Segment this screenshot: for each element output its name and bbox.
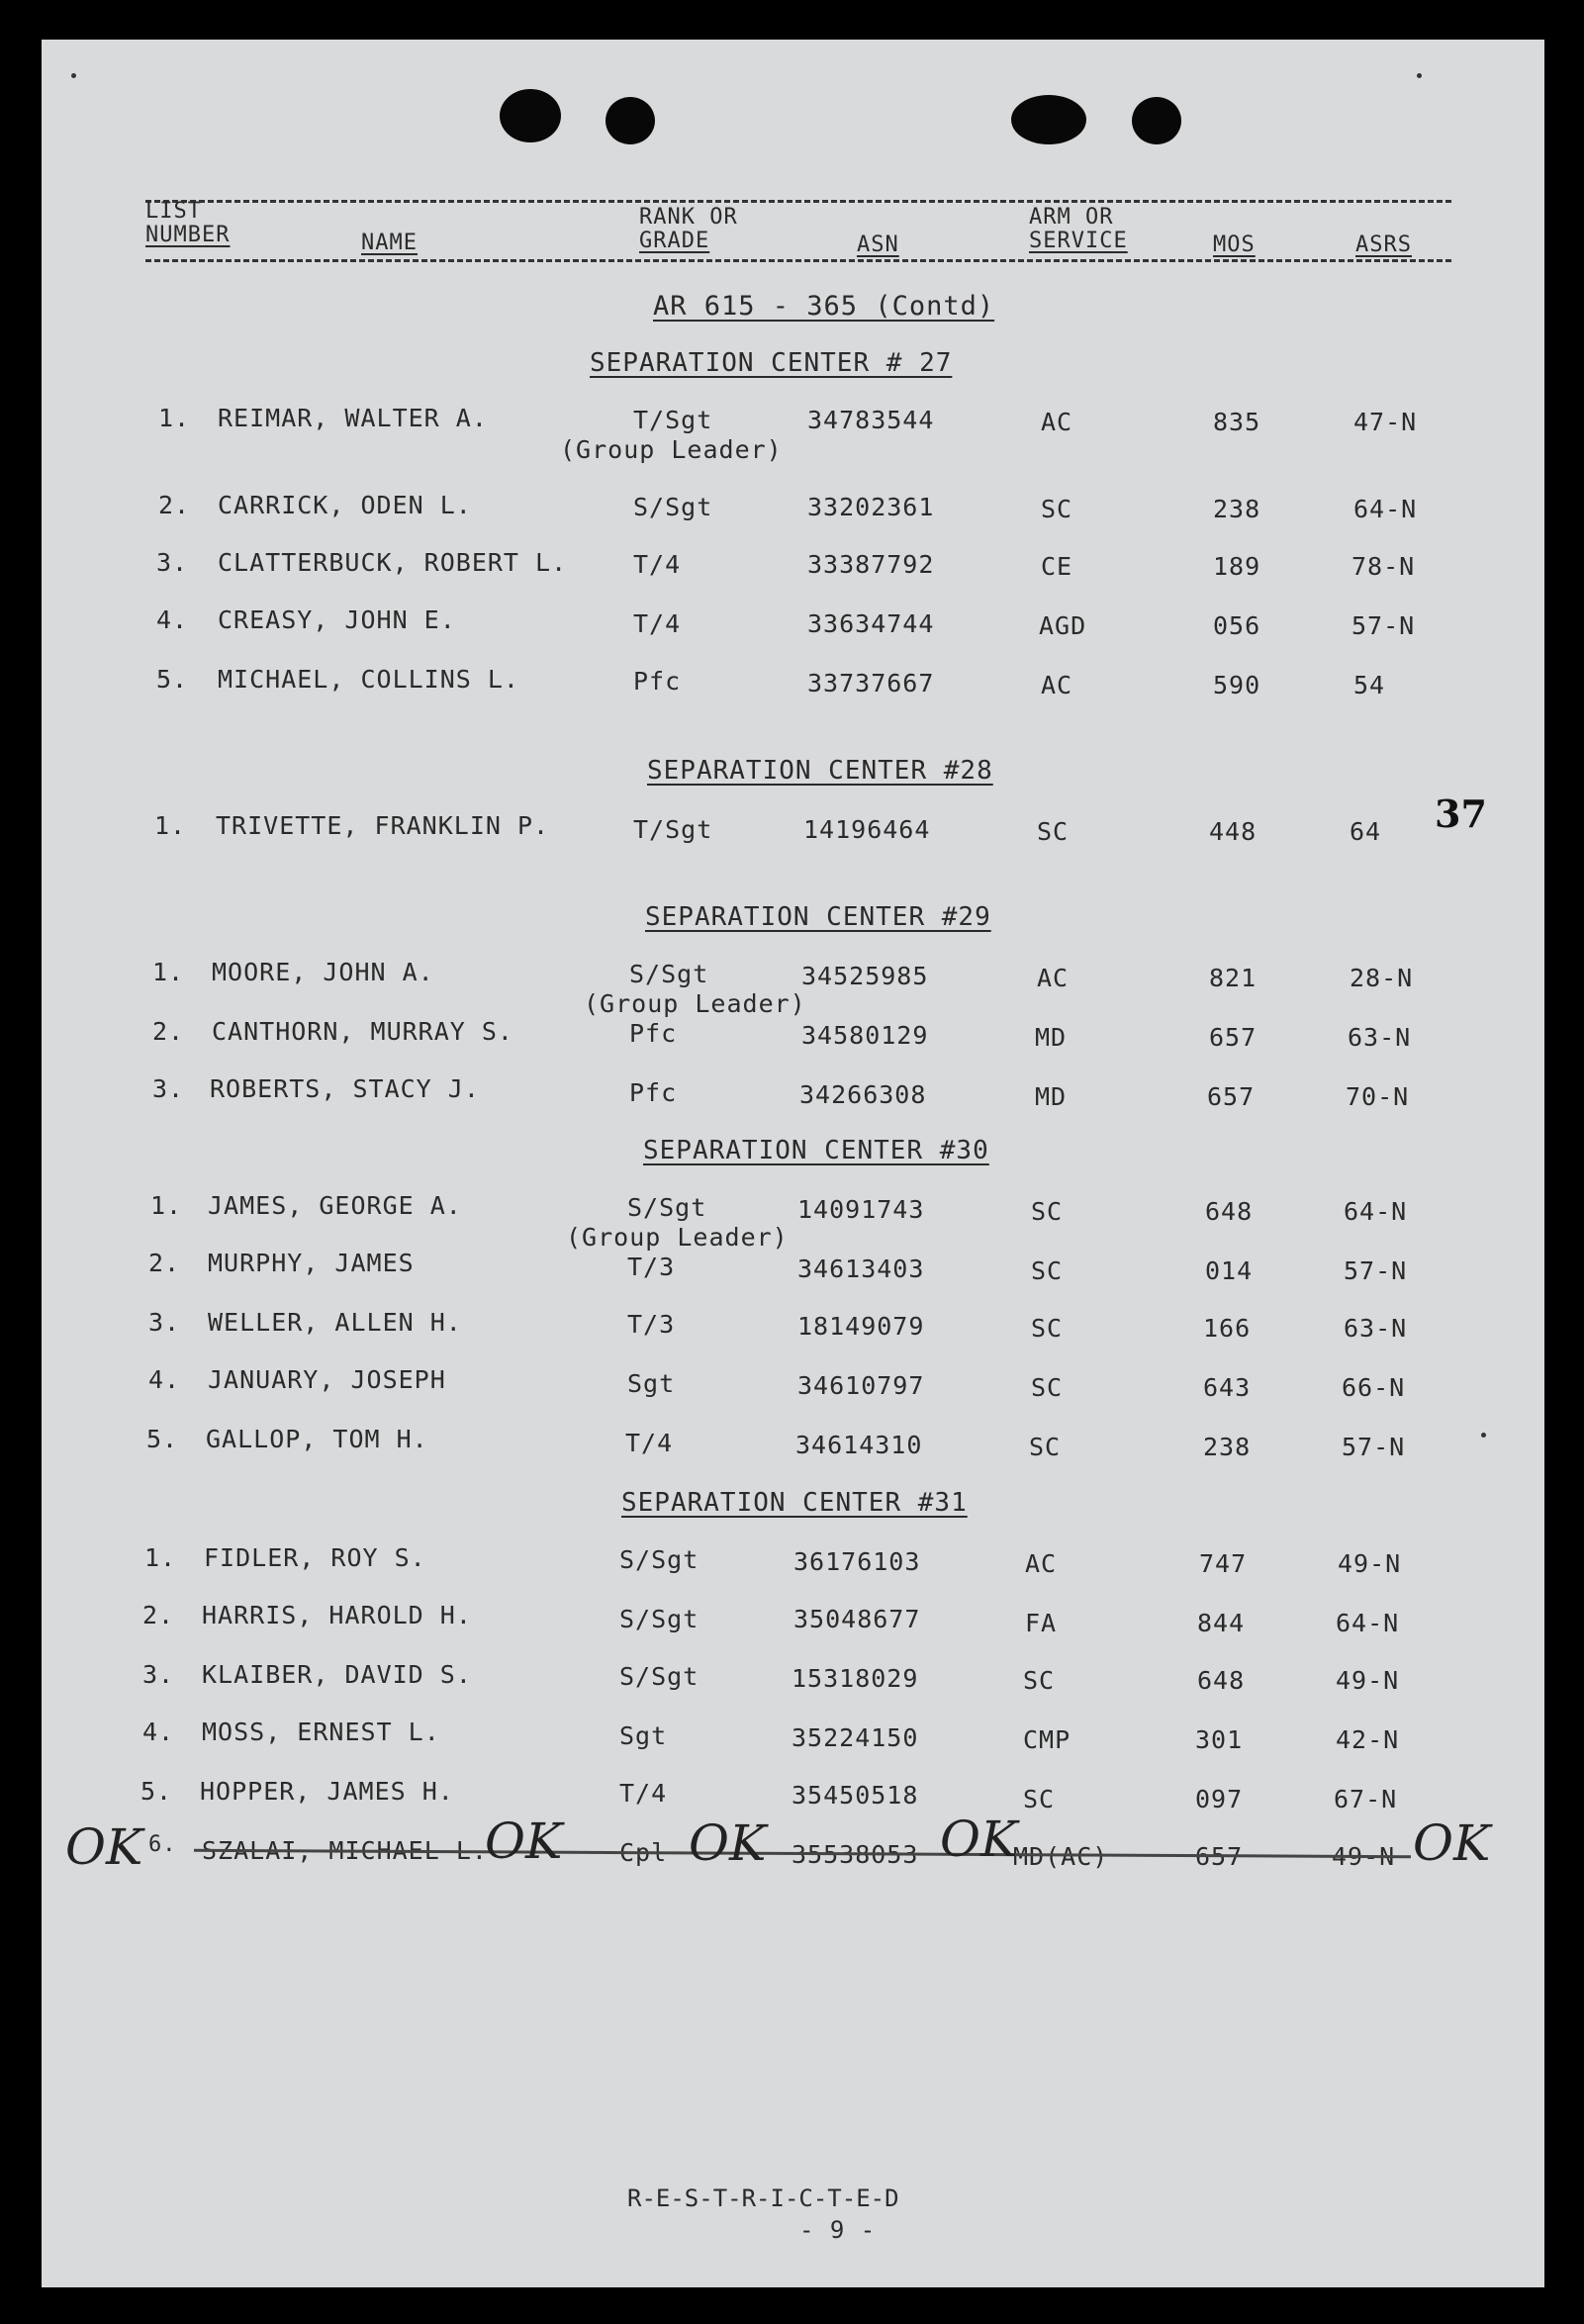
row-mos: 056 — [1213, 611, 1261, 640]
punch-hole — [1132, 97, 1181, 144]
row-name: HARRIS, HAROLD H. — [202, 1601, 472, 1629]
speck — [1417, 73, 1422, 78]
row-asrs: 47-N — [1353, 408, 1418, 436]
row-mos: 238 — [1213, 495, 1261, 523]
row-name: CANTHORN, MURRAY S. — [212, 1017, 513, 1046]
row-mos: 844 — [1197, 1609, 1246, 1637]
row-asn: 34783544 — [807, 406, 935, 434]
row-number: 3. — [152, 1074, 185, 1103]
header-list-number: LIST NUMBER — [145, 199, 231, 247]
section-title: SEPARATION CENTER #28 — [647, 756, 993, 786]
row-name: JAMES, GEORGE A. — [208, 1191, 462, 1220]
row-asrs: 49-N — [1332, 1842, 1396, 1871]
row-name: FIDLER, ROY S. — [204, 1543, 426, 1572]
row-asn: 34614310 — [795, 1431, 923, 1459]
row-asrs: 54 — [1353, 671, 1386, 699]
handwritten-ok-mark: OK — [940, 1811, 1018, 1868]
row-arm: SC — [1023, 1785, 1056, 1813]
row-number: 1. — [144, 1543, 177, 1572]
row-asn: 35224150 — [792, 1723, 919, 1752]
handwritten-ok-mark: OK — [1413, 1814, 1491, 1872]
row-mos: 835 — [1213, 408, 1261, 436]
row-mos: 657 — [1207, 1082, 1256, 1111]
row-number: 1. — [158, 404, 191, 432]
row-number: 2. — [158, 491, 191, 519]
footer-page-number: - 9 - — [799, 2216, 877, 2244]
header-bottom-rule — [145, 259, 1451, 262]
row-number: 4. — [148, 1365, 181, 1394]
row-asrs: 42-N — [1336, 1725, 1400, 1754]
header-top-rule — [145, 200, 1451, 203]
row-name: CLATTERBUCK, ROBERT L. — [218, 548, 568, 577]
row-asrs: 64-N — [1336, 1609, 1400, 1637]
row-asn: 34610797 — [797, 1371, 925, 1400]
row-rank: T/4 — [633, 609, 682, 638]
row-asrs: 63-N — [1344, 1314, 1408, 1343]
header-mos: MOS — [1213, 232, 1256, 257]
row-mos: 166 — [1203, 1314, 1252, 1343]
row-rank: Cpl — [619, 1838, 668, 1867]
row-rank: Pfc — [629, 1078, 678, 1107]
row-asrs: 70-N — [1346, 1082, 1410, 1111]
row-arm: CE — [1041, 552, 1073, 581]
speck — [71, 73, 76, 78]
row-mos: 648 — [1197, 1666, 1246, 1695]
row-rank: T/4 — [625, 1429, 674, 1457]
row-mos: 238 — [1203, 1433, 1252, 1461]
row-asn: 35538053 — [792, 1840, 919, 1869]
row-asrs: 78-N — [1351, 552, 1416, 581]
row-name: ROBERTS, STACY J. — [210, 1074, 480, 1103]
row-rank: S/Sgt — [633, 493, 713, 521]
row-arm: AC — [1037, 964, 1070, 992]
row-rank: T/4 — [633, 550, 682, 579]
row-mos: 747 — [1199, 1549, 1248, 1578]
section-title: SEPARATION CENTER #30 — [643, 1136, 989, 1165]
row-rank: S/Sgt — [619, 1605, 699, 1633]
row-mos: 657 — [1195, 1842, 1244, 1871]
row-name: HOPPER, JAMES H. — [200, 1777, 454, 1806]
row-name: MOORE, JOHN A. — [212, 958, 434, 986]
row-asn: 15318029 — [792, 1664, 919, 1693]
row-rank: S/Sgt — [619, 1662, 699, 1691]
row-arm: SC — [1031, 1197, 1064, 1226]
row-number: 5. — [140, 1777, 173, 1806]
row-asn: 35450518 — [792, 1781, 919, 1810]
row-rank: T/4 — [619, 1779, 668, 1808]
row-asn: 36176103 — [793, 1547, 921, 1576]
row-mos: 189 — [1213, 552, 1261, 581]
header-asn: ASN — [857, 232, 899, 257]
row-asrs: 67-N — [1334, 1785, 1398, 1813]
subtitle: AR 615 - 365 (Contd) — [653, 291, 995, 322]
row-asn: 34613403 — [797, 1255, 925, 1283]
row-mos: 821 — [1209, 964, 1258, 992]
row-name: GALLOP, TOM H. — [206, 1425, 428, 1453]
speck — [1481, 1433, 1486, 1438]
row-arm: SC — [1031, 1314, 1064, 1343]
row-name: CARRICK, ODEN L. — [218, 491, 472, 519]
row-note: (Group Leader) — [566, 1223, 789, 1252]
row-number: 5. — [156, 665, 189, 694]
row-number: 2. — [142, 1601, 175, 1629]
row-asn: 14196464 — [803, 815, 931, 844]
row-number: 5. — [146, 1425, 179, 1453]
punch-hole — [500, 89, 561, 142]
row-number: 4. — [156, 605, 189, 634]
row-rank: S/Sgt — [627, 1193, 707, 1222]
footer-classification: R-E-S-T-R-I-C-T-E-D — [627, 2185, 899, 2212]
row-mos: 657 — [1209, 1023, 1258, 1052]
row-mos: 097 — [1195, 1785, 1244, 1813]
row-asrs: 64-N — [1344, 1197, 1408, 1226]
row-number: 3. — [148, 1308, 181, 1337]
row-asrs: 66-N — [1342, 1373, 1406, 1402]
row-number: 4. — [142, 1718, 175, 1746]
header-arm: ARM OR SERVICE — [1029, 205, 1128, 253]
row-name: CREASY, JOHN E. — [218, 605, 456, 634]
row-arm: CMP — [1023, 1725, 1072, 1754]
handwritten-ok-mark: OK — [689, 1814, 767, 1872]
row-name: WELLER, ALLEN H. — [208, 1308, 462, 1337]
row-asn: 34525985 — [801, 962, 929, 990]
row-name: REIMAR, WALTER A. — [218, 404, 488, 432]
row-asn: 14091743 — [797, 1195, 925, 1224]
row-rank: Sgt — [619, 1721, 668, 1750]
row-mos: 014 — [1205, 1256, 1254, 1285]
row-mos: 301 — [1195, 1725, 1244, 1754]
row-rank: T/Sgt — [633, 815, 713, 844]
row-number: 1. — [150, 1191, 183, 1220]
row-arm: MD — [1035, 1082, 1068, 1111]
row-number: 3. — [156, 548, 189, 577]
row-rank: Sgt — [627, 1369, 676, 1398]
row-mos: 643 — [1203, 1373, 1252, 1402]
row-rank: Pfc — [633, 667, 682, 696]
row-rank: S/Sgt — [629, 960, 709, 988]
row-arm: SC — [1029, 1433, 1062, 1461]
row-arm: AC — [1041, 671, 1073, 699]
row-arm: AC — [1025, 1549, 1058, 1578]
row-asn: 34266308 — [799, 1080, 927, 1109]
row-asrs: 57-N — [1342, 1433, 1406, 1461]
row-asn: 33737667 — [807, 669, 935, 697]
row-mos: 648 — [1205, 1197, 1254, 1226]
row-arm: SC — [1041, 495, 1073, 523]
row-arm: SC — [1037, 817, 1070, 846]
row-number: 6. — [148, 1832, 177, 1857]
section-title: SEPARATION CENTER #31 — [621, 1488, 968, 1518]
row-asn: 18149079 — [797, 1312, 925, 1341]
row-asrs: 49-N — [1338, 1549, 1402, 1578]
punch-hole — [606, 97, 655, 144]
handwritten-ok-mark: OK — [485, 1813, 563, 1870]
row-mos: 590 — [1213, 671, 1261, 699]
header-rank: RANK OR GRADE — [639, 205, 738, 253]
row-number: 2. — [152, 1017, 185, 1046]
section-title: SEPARATION CENTER #29 — [645, 902, 991, 932]
row-asn: 35048677 — [793, 1605, 921, 1633]
row-arm: MD — [1035, 1023, 1068, 1052]
row-arm: AC — [1041, 408, 1073, 436]
punch-hole — [1011, 95, 1086, 144]
header-asrs: ASRS — [1355, 232, 1412, 257]
row-note: (Group Leader) — [584, 989, 806, 1018]
row-asn: 34580129 — [801, 1021, 929, 1050]
row-number: 2. — [148, 1249, 181, 1277]
row-name: JANUARY, JOSEPH — [208, 1365, 446, 1394]
row-name: MURPHY, JAMES — [208, 1249, 415, 1277]
row-arm: SC — [1031, 1256, 1064, 1285]
row-asrs: 64 — [1350, 817, 1382, 846]
row-note: (Group Leader) — [560, 435, 783, 464]
row-name: KLAIBER, DAVID S. — [202, 1660, 472, 1689]
row-asn: 33202361 — [807, 493, 935, 521]
handwritten-ok-mark: OK — [65, 1818, 143, 1876]
row-asn: 33634744 — [807, 609, 935, 638]
header-name: NAME — [361, 231, 418, 255]
row-asrs: 28-N — [1350, 964, 1414, 992]
row-name: SZALAI, MICHAEL L. — [202, 1836, 488, 1865]
row-name: TRIVETTE, FRANKLIN P. — [216, 811, 550, 840]
row-number: 3. — [142, 1660, 175, 1689]
row-asrs: 64-N — [1353, 495, 1418, 523]
row-asrs: 63-N — [1348, 1023, 1412, 1052]
row-asrs: 49-N — [1336, 1666, 1400, 1695]
row-name: MICHAEL, COLLINS L. — [218, 665, 519, 694]
row-arm: FA — [1025, 1609, 1058, 1637]
row-rank: S/Sgt — [619, 1545, 699, 1574]
row-asrs: 57-N — [1351, 611, 1416, 640]
row-number: 1. — [154, 811, 187, 840]
row-arm: AGD — [1039, 611, 1087, 640]
row-rank: Pfc — [629, 1019, 678, 1048]
row-arm: SC — [1023, 1666, 1056, 1695]
section-title: SEPARATION CENTER # 27 — [590, 348, 953, 378]
row-number: 1. — [152, 958, 185, 986]
row-asn: 33387792 — [807, 550, 935, 579]
row-arm: MD(AC) — [1013, 1842, 1109, 1871]
row-asrs: 57-N — [1344, 1256, 1408, 1285]
row-rank: T/Sgt — [633, 406, 713, 434]
row-rank: T/3 — [627, 1310, 676, 1339]
row-name: MOSS, ERNEST L. — [202, 1718, 440, 1746]
row-arm: SC — [1031, 1373, 1064, 1402]
row-rank: T/3 — [627, 1253, 676, 1281]
row-mos: 448 — [1209, 817, 1258, 846]
side-page-number: 37 — [1435, 791, 1487, 836]
